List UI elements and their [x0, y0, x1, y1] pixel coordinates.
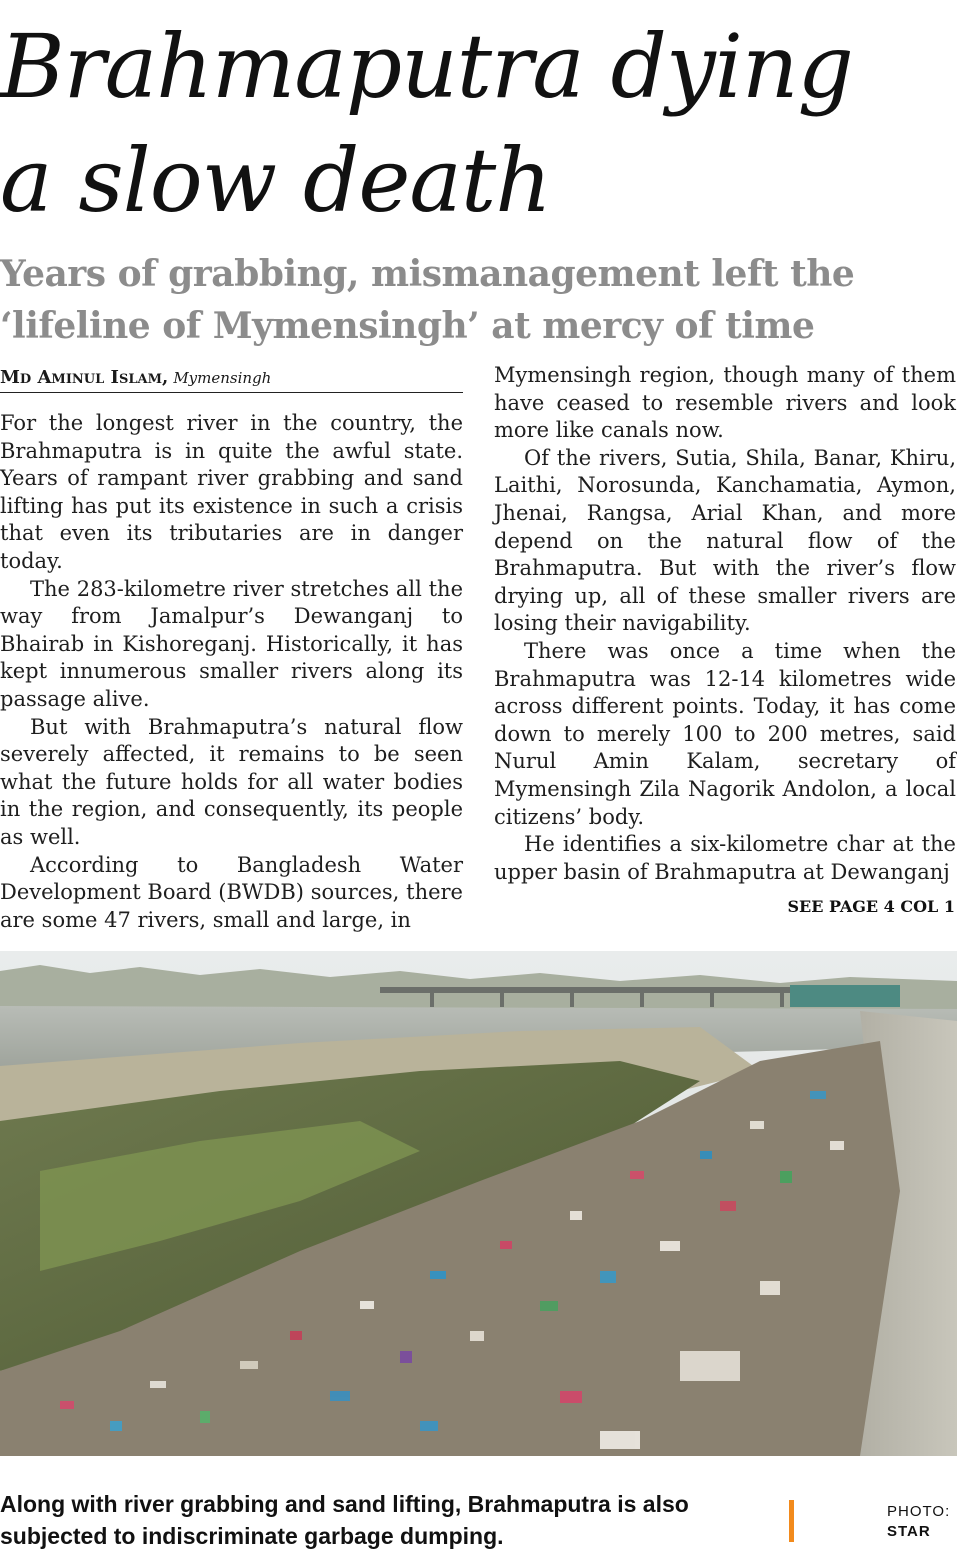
article-column-1 [0, 410, 463, 934]
river-garbage-photo [0, 951, 957, 1456]
photo-credit-label: PHOTO: [887, 1503, 951, 1520]
subheadline [0, 248, 957, 352]
photo-credit-name: STAR [887, 1523, 931, 1540]
article-column-2 [494, 362, 956, 886]
byline-place: Mymensingh [173, 369, 272, 387]
article-paragraph: The 283-kilometre river stretches all the way from Jamalpur’s Dewanganj to Bhairab in Kishoreganj. Historically, it has kept innumerous smaller rivers along its passage alive. [0, 576, 463, 711]
article-paragraph: There was once a time when the Brahmaputra was 12-14 kilometres wide across different points. Today, it has come down to merely 100 to 200 metres, said Nurul Amin Kalam, secretary of Mymensingh Zila Nagorik Andolon, a local citizens’ body. [494, 638, 956, 829]
article-paragraph: He identifies a six-kilometre char at the upper basin of Brahmaputra at Dewanganj [494, 832, 956, 884]
photo-credit [887, 1502, 950, 1542]
subheadline-line-2: ‘lifeline of Mymensingh’ at mercy of time [0, 305, 815, 347]
photo-caption: Along with river grabbing and sand lifting, Brahmaputra is also subjected to indiscriminate garbage dumping. [0, 1491, 689, 1549]
article-paragraph: Of the rivers, Sutia, Shila, Banar, Khiru, Laithi, Norosunda, Kanchamatia, Aymon, Jhenai, Rangsa, Arial Khan, and more depend on the natural flow of the Brahmaputra. But with the river’s flow drying up, all of these smaller rivers are losing their navigability. [494, 445, 956, 636]
article-paragraph: Mymensingh region, though many of them have ceased to resemble rivers and look more like canals now. [494, 363, 956, 443]
continuation-jump: SEE PAGE 4 COL 1 [787, 897, 955, 916]
subheadline-line-1: Years of grabbing, mismanagement left the [0, 253, 855, 295]
photo-bridge [380, 987, 800, 993]
headline-line-1: Brahmaputra dying [0, 15, 853, 118]
article-paragraph: According to Bangladesh Water Development Board (BWDB) sources, there are some 47 rivers, small and large, in [0, 852, 463, 932]
byline [0, 366, 463, 393]
byline-author: Md Aminul Islam, [0, 367, 169, 388]
photo-illustration [0, 951, 957, 1456]
headline [0, 10, 957, 238]
photo-shed [790, 985, 900, 1007]
article-paragraph: But with Brahmaputra’s natural flow severely affected, it remains to be seen what the future holds for all water bodies in the region, and consequently, its people as well. [0, 714, 463, 849]
article-paragraph: For the longest river in the country, the Brahmaputra is in quite the awful state. Years of rampant river grabbing and sand lifting has put its existence in such a crisis that even its tributaries are in danger today. [0, 411, 463, 573]
caption-divider [789, 1500, 794, 1542]
headline-line-2: a slow death [0, 129, 551, 232]
